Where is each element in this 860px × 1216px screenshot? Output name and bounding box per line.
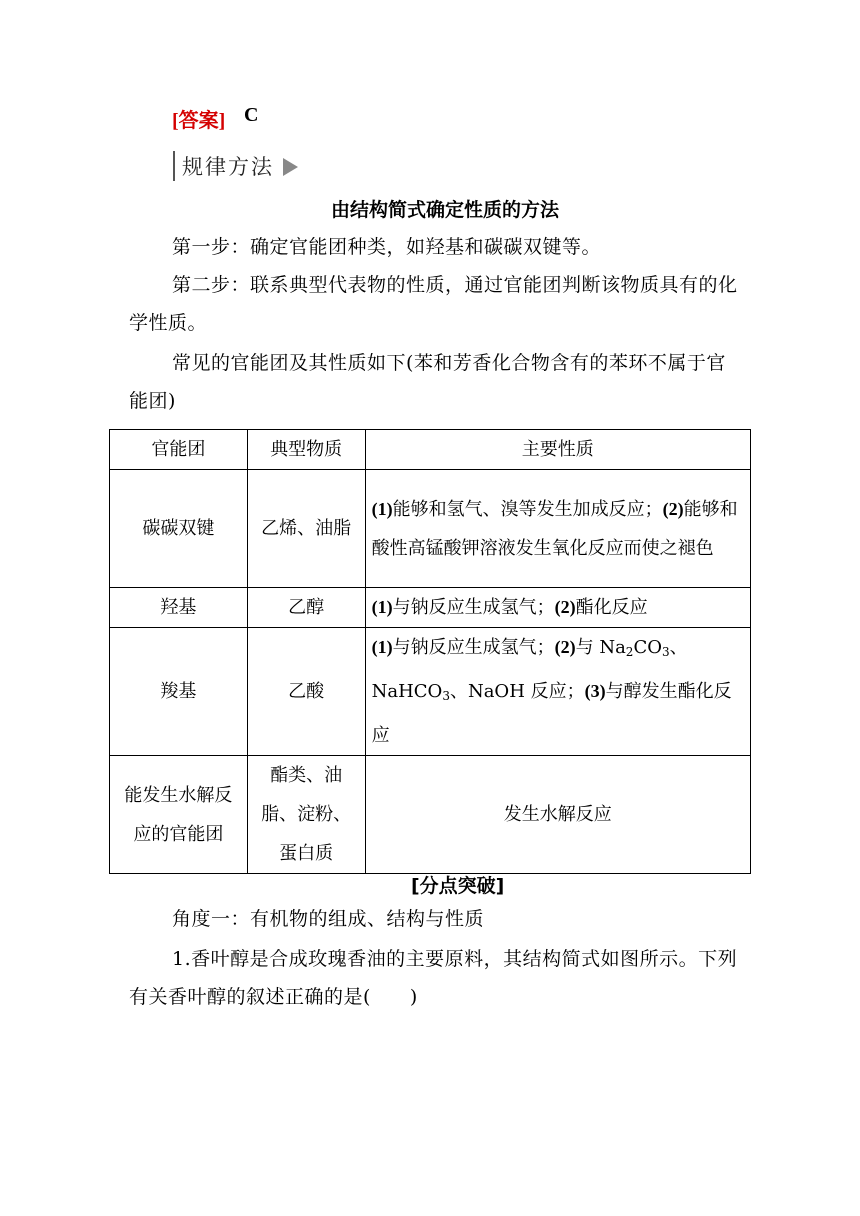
table-header-row <box>110 430 751 470</box>
play-triangle-icon <box>283 158 298 176</box>
section-heading: 由结构简式确定性质的方法 <box>331 199 560 221</box>
cell-substance: 酯类、油脂、淀粉、蛋白质 <box>247 756 365 874</box>
cell-property: 发生水解反应 <box>365 756 750 874</box>
table-row <box>110 588 751 628</box>
header-group: 官能团 <box>110 430 248 470</box>
cell-property: (1)能够和氢气、溴等发生加成反应；(2)能够和酸性高锰酸钾溶液发生氧化反应而使之褪色 <box>365 470 750 588</box>
header-property: 主要性质 <box>365 430 750 470</box>
cell-property: (1)与钠反应生成氢气；(2)与 $Na_2CO_3$、NaHCO$_3$、NaOH 反应；(3)与醇发生酯化反应 <box>365 628 750 756</box>
cell-group: 羟基 <box>110 588 248 628</box>
table-row <box>110 628 751 756</box>
cell-substance: 乙酸 <box>247 628 365 756</box>
cell-group: 能发生水解反应的官能团 <box>110 756 248 874</box>
cell-substance: 乙烯、油脂 <box>247 470 365 588</box>
header-substance: 典型物质 <box>247 430 365 470</box>
answer-label: [答案] <box>172 110 226 132</box>
table-row <box>110 470 751 588</box>
step1-text: 第一步：确定官能团种类，如羟基和碳碳双键等。 <box>172 236 602 258</box>
angle-heading: 角度一：有机物的组成、结构与性质 <box>172 908 485 930</box>
subsection-title: [分点突破] <box>411 875 505 897</box>
answer-value: C <box>244 104 259 126</box>
cell-property: (1)与钠反应生成氢气；(2)酯化反应 <box>365 588 750 628</box>
method-title-bar <box>173 151 175 181</box>
step2-text: 第二步：联系典型代表物的性质，通过官能团判断该物质具有的化学性质。 <box>129 274 738 334</box>
cell-substance: 乙醇 <box>247 588 365 628</box>
functional-group-table <box>109 429 751 874</box>
cell-group: 碳碳双键 <box>110 470 248 588</box>
common-groups-intro: 常见的官能团及其性质如下(苯和芳香化合物含有的苯环不属于官能团) <box>129 352 726 412</box>
cell-group: 羧基 <box>110 628 248 756</box>
method-title: 规律方法 <box>182 155 274 179</box>
question-text: 1.香叶醇是合成玫瑰香油的主要原料，其结构简式如图所示。下列有关香叶醇的叙述正确的是( ) <box>129 948 738 1008</box>
table-row <box>110 756 751 874</box>
